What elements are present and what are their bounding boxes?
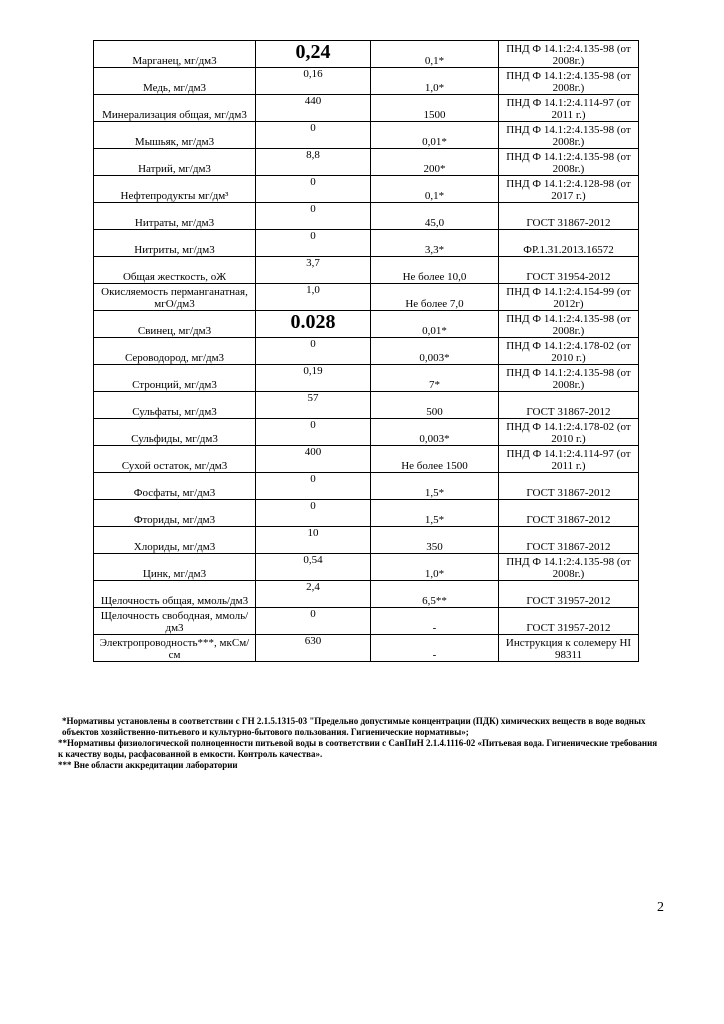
indicator-name-cell: Хлориды, мг/дм3 [94,527,256,554]
table-row [94,554,639,581]
result-value-cell: 1,0 [256,284,371,311]
result-value-cell: 0 [256,203,371,230]
method-cell: ПНД Ф 14.1:2:4.114-97 (от 2011 г.) [499,446,639,473]
norm-value-cell: Не более 7,0 [371,284,499,311]
table-row [94,527,639,554]
result-value-cell: 0,16 [256,68,371,95]
method-cell: ГОСТ 31867-2012 [499,392,639,419]
result-value-cell: 0 [256,338,371,365]
indicator-name-cell: Сухой остаток, мг/дм3 [94,446,256,473]
indicator-name-cell: Мышьяк, мг/дм3 [94,122,256,149]
table-row [94,230,639,257]
indicator-name-cell: Цинк, мг/дм3 [94,554,256,581]
method-cell: ГОСТ 31957-2012 [499,608,639,635]
results-table-body [94,41,639,662]
norm-value-cell: 350 [371,527,499,554]
result-value-cell: 8,8 [256,149,371,176]
method-cell: ПНД Ф 14.1:2:4.128-98 (от 2017 г.) [499,176,639,203]
norm-value-cell: 6,5** [371,581,499,608]
norm-value-cell: 0,003* [371,338,499,365]
indicator-name-cell: Стронций, мг/дм3 [94,365,256,392]
method-cell: ПНД Ф 14.1:2:4.135-98 (от 2008г.) [499,149,639,176]
footnote-accreditation: *** Вне области аккредитации лаборатории [58,760,238,770]
result-value-cell: 2,4 [256,581,371,608]
norm-value-cell: 0,1* [371,176,499,203]
norm-value-cell: 1,5* [371,473,499,500]
result-value-cell: 0 [256,473,371,500]
indicator-name-cell: Медь, мг/дм3 [94,68,256,95]
norm-value-cell: 3,3* [371,230,499,257]
result-value-cell: 440 [256,95,371,122]
table-row [94,581,639,608]
norm-value-cell: 1,0* [371,554,499,581]
indicator-name-cell: Сульфаты, мг/дм3 [94,392,256,419]
method-cell: ГОСТ 31867-2012 [499,473,639,500]
indicator-name-cell: Минерализация общая, мг/дм3 [94,95,256,122]
footnote-pdk: *Нормативы установлены в соответствии с ГН 2.1.5.1315-03 "Предельно допустимые концентрации (ПДК) химических веществ в воде водных объектов хозяйственно-питьевого и культурно-бытового пользования. Гигиенические нормативы»; [62,716,646,737]
method-cell: ГОСТ 31867-2012 [499,500,639,527]
method-cell: ГОСТ 31957-2012 [499,581,639,608]
result-value-cell: 0 [256,176,371,203]
page-number: 2 [657,900,664,915]
method-cell: ГОСТ 31867-2012 [499,527,639,554]
method-cell: ГОСТ 31867-2012 [499,203,639,230]
result-value-cell: 0 [256,419,371,446]
result-value-cell: 0,24 [256,41,371,68]
table-row [94,608,639,635]
norm-value-cell: - [371,635,499,662]
indicator-name-cell: Электропроводность***, мкСм/см [94,635,256,662]
indicator-name-cell: Нитриты, мг/дм3 [94,230,256,257]
method-cell: ФР.1.31.2013.16572 [499,230,639,257]
table-row [94,338,639,365]
result-value-cell: 0 [256,500,371,527]
method-cell: ПНД Ф 14.1:2:4.135-98 (от 2008г.) [499,122,639,149]
indicator-name-cell: Щелочность общая, ммоль/дм3 [94,581,256,608]
table-row [94,500,639,527]
method-cell: ПНД Ф 14.1:2:4.135-98 (от 2008г.) [499,365,639,392]
method-cell: ПНД Ф 14.1:2:4.135-98 (от 2008г.) [499,68,639,95]
footnote-sanpin: **Нормативы физиологической полноценности питьевой воды в соответствии с СанПиН 2.1.4.1116-02 «Питьевая вода. Гигиенические требования к качеству воды, расфасованной в емкости. Контроль качества». [58,738,658,759]
table-row [94,68,639,95]
method-cell: ПНД Ф 14.1:2:4.135-98 (от 2008г.) [499,41,639,68]
method-cell: ГОСТ 31954-2012 [499,257,639,284]
result-value-cell: 400 [256,446,371,473]
norm-value-cell: - [371,608,499,635]
result-value-cell: 0 [256,608,371,635]
table-row [94,176,639,203]
table-row [94,392,639,419]
method-cell: ПНД Ф 14.1:2:4.114-97 (от 2011 г.) [499,95,639,122]
result-value-cell: 630 [256,635,371,662]
table-row [94,419,639,446]
norm-value-cell: 500 [371,392,499,419]
norm-value-cell: 0,01* [371,122,499,149]
norm-value-cell: 200* [371,149,499,176]
indicator-name-cell: Окисляемость перманганатная, мгО/дм3 [94,284,256,311]
table-row [94,122,639,149]
result-value-cell: 0 [256,230,371,257]
result-value-cell: 3,7 [256,257,371,284]
table-row [94,203,639,230]
norm-value-cell: Не более 1500 [371,446,499,473]
results-table [93,40,639,662]
norm-value-cell: 1500 [371,95,499,122]
norm-value-cell: 1,0* [371,68,499,95]
indicator-name-cell: Фосфаты, мг/дм3 [94,473,256,500]
indicator-name-cell: Нефтепродукты мг/дм³ [94,176,256,203]
table-row [94,311,639,338]
table-row [94,635,639,662]
indicator-name-cell: Фториды, мг/дм3 [94,500,256,527]
table-row [94,95,639,122]
norm-value-cell: 0,1* [371,41,499,68]
indicator-name-cell: Натрий, мг/дм3 [94,149,256,176]
table-row [94,149,639,176]
indicator-name-cell: Сероводород, мг/дм3 [94,338,256,365]
table-row [94,365,639,392]
norm-value-cell: 0,01* [371,311,499,338]
result-value-cell: 0,54 [256,554,371,581]
method-cell: Инструкция к солемеру HI 98311 [499,635,639,662]
result-value-cell: 10 [256,527,371,554]
footnotes [58,716,658,771]
indicator-name-cell: Общая жесткость, оЖ [94,257,256,284]
table-row [94,41,639,68]
table-row [94,446,639,473]
table-row [94,284,639,311]
norm-value-cell: Не более 10,0 [371,257,499,284]
method-cell: ПНД Ф 14.1:2:4.178-02 (от 2010 г.) [499,419,639,446]
method-cell: ПНД Ф 14.1:2:4.135-98 (от 2008г.) [499,311,639,338]
norm-value-cell: 7* [371,365,499,392]
indicator-name-cell: Щелочность свободная, ммоль/дм3 [94,608,256,635]
norm-value-cell: 1,5* [371,500,499,527]
norm-value-cell: 0,003* [371,419,499,446]
result-value-cell: 0.028 [256,311,371,338]
result-value-cell: 57 [256,392,371,419]
method-cell: ПНД Ф 14.1:2:4.154-99 (от 2012г) [499,284,639,311]
indicator-name-cell: Нитраты, мг/дм3 [94,203,256,230]
indicator-name-cell: Марганец, мг/дм3 [94,41,256,68]
result-value-cell: 0,19 [256,365,371,392]
table-row [94,257,639,284]
norm-value-cell: 45,0 [371,203,499,230]
method-cell: ПНД Ф 14.1:2:4.135-98 (от 2008г.) [499,554,639,581]
indicator-name-cell: Сульфиды, мг/дм3 [94,419,256,446]
table-row [94,473,639,500]
indicator-name-cell: Свинец, мг/дм3 [94,311,256,338]
method-cell: ПНД Ф 14.1:2:4.178-02 (от 2010 г.) [499,338,639,365]
result-value-cell: 0 [256,122,371,149]
